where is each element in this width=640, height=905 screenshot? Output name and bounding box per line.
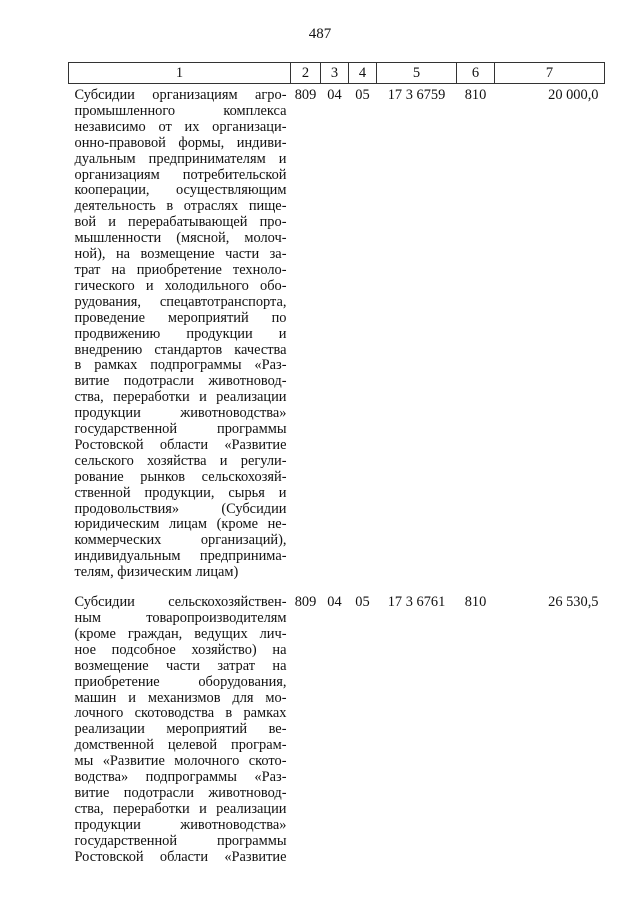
header-row [69,63,605,84]
row-description [69,84,291,592]
header-col-6: 6 [457,63,495,84]
description-line: возмещение части затрат на [74,657,287,674]
description-line: ное подсобное хозяйство) на [74,641,287,658]
table-header [69,63,605,84]
description-line: лочного скотоводства в рамках [74,705,287,722]
description-line: гического и холодильного обо- [74,277,287,294]
header-col-7: 7 [495,63,605,84]
amount-value: 20 000,0 [548,87,599,103]
description-line: коммерческих организаций), [74,532,287,549]
description-line: продвижению продукции и [74,325,287,342]
subsection-code: 05 [355,87,370,103]
ministry-code: 809 [294,594,317,611]
amount-value: 26 530,5 [548,594,599,611]
header-col-1: 1 [69,63,291,84]
ministry-code: 809 [294,87,317,103]
table-row [69,591,605,875]
description-line: промышленного комплекса [74,102,287,119]
description-line: организациям потребительской [74,166,287,183]
description-line: мы «Развитие молочного ското- [74,753,287,770]
description-line: продовольствия» (Субсидии [74,500,287,517]
section-code: 04 [327,594,342,611]
target-article-code: 17 3 6761 [387,594,446,611]
description-line: государственной программы [74,421,287,438]
description-line: ной), на возмещение части за- [74,246,287,263]
table-body [69,84,605,876]
description-line: кооперации, осуществляющим [74,182,287,199]
section-code: 04 [327,87,342,103]
description-line: внедрению стандартов качества [74,341,287,358]
description-line: ства, переработки и реализации [74,389,287,406]
description-line: мышленности (мясной, молоч- [74,230,287,247]
description-line: сельского хозяйства и регули- [74,452,287,469]
description-line: (кроме граждан, ведущих лич- [74,625,287,642]
header-col-4: 4 [349,63,377,84]
description-line: ным товаропроизводителям [74,610,287,626]
description-line: в рамках подпрограммы «Раз- [74,357,287,374]
header-col-2: 2 [291,63,321,84]
description-line: рудования, спецавтотранспорта, [74,293,287,310]
description-line: Ростовской области «Развитие [74,848,287,865]
header-col-3: 3 [321,63,349,84]
description-line: водства» подпрограммы «Раз- [74,769,287,786]
description-line: продукции животноводства» [74,816,287,833]
description-line: реализации мероприятий ве- [74,721,287,738]
description-line: юридическим лицам (кроме не- [74,516,287,533]
row-description [69,591,291,875]
description-line: государственной программы [74,832,287,849]
header-col-5: 5 [377,63,457,84]
description-line: Субсидии сельскохозяйствен- [74,594,287,611]
description-line: Субсидии организациям агро- [74,87,287,103]
page-number: 487 [308,26,332,42]
description-line: онно-правовой формы, индиви- [74,134,287,151]
description-line: ственной продукции, сырья и [74,484,287,501]
description-line: ства, переработки и реализации [74,800,287,817]
expense-type-code: 810 [464,87,487,103]
description-line: машин и механизмов для мо- [74,689,287,706]
description-line: дуальным предпринимателям и [74,150,287,167]
description-line: трат на приобретение техноло- [74,261,287,278]
description-line: Ростовской области «Развитие [74,436,287,453]
description-line: рование рынков сельскохозяй- [74,468,287,485]
subsection-code: 05 [355,594,370,611]
description-line: деятельность в отраслях пище- [74,198,287,215]
description-line: витие подотрасли животновод- [74,784,287,801]
description-line: продукции животноводства» [74,405,287,422]
description-line: проведение мероприятий по [74,309,287,326]
description-line: приобретение оборудования, [74,673,287,690]
description-line: домственной целевой програм- [74,737,287,754]
target-article-code: 17 3 6759 [387,87,446,103]
description-line: независимо от их организаци- [74,118,287,135]
table-row [69,84,605,592]
description-line: вой и перерабатывающей про- [74,214,287,231]
description-line: витие подотрасли животновод- [74,373,287,390]
expense-type-code: 810 [464,594,487,611]
description-line: телям, физическим лицам) [74,564,239,581]
description-line: индивидуальным предпринима- [74,548,287,565]
budget-table [68,62,605,876]
